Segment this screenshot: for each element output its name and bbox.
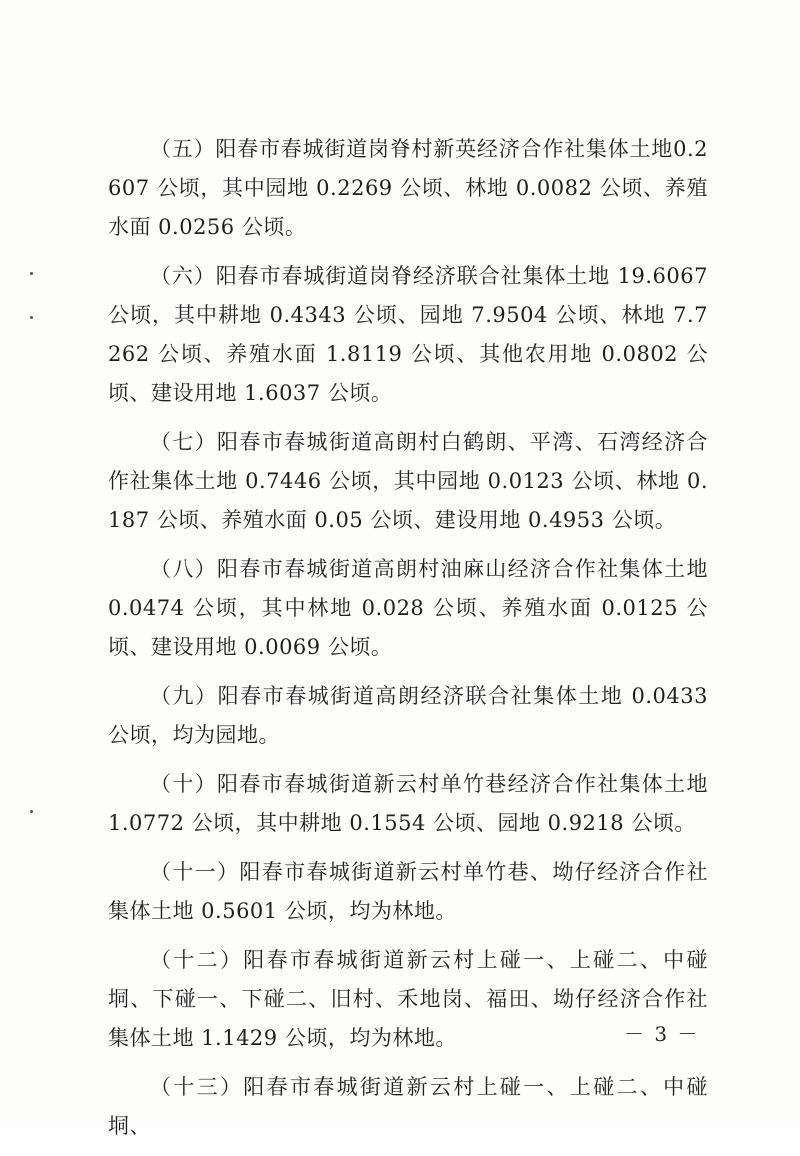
paragraph-7: （七）阳春市春城街道高朗村白鹤朗、平湾、石湾经济合作社集体土地 0.7446 公顷，其中园地 0.0123 公顷、林地 0.187 公顷、养殖水面 0.05 公顷、建设用地 0.4953 公顷。 <box>108 430 708 532</box>
page-number: － 3 － <box>624 1022 700 1046</box>
paragraph-5: （五）阳春市春城街道岗脊村新英经济合作社集体土地0.2607 公顷，其中园地 0.2269 公顷、林地 0.0082 公顷、养殖水面 0.0256 公顷。 <box>108 137 708 239</box>
paragraph-11: （十一）阳春市春城街道新云村单竹巷、坳仔经济合作社集体土地 0.5601 公顷，均为林地。 <box>108 860 708 923</box>
document-body <box>108 130 708 1156</box>
paragraph-8: （八）阳春市春城街道高朗村油麻山经济合作社集体土地0.0474 公顷，其中林地 0.028 公顷、养殖水面 0.0125 公顷、建设用地 0.0069 公顷。 <box>108 557 708 659</box>
paragraph-10: （十）阳春市春城街道新云村单竹巷经济合作社集体土地1.0772 公顷，其中耕地 0.1554 公顷、园地 0.9218 公顷。 <box>108 772 708 835</box>
paragraph-13: （十三）阳春市春城街道新云村上碰一、上碰二、中碰垌、 <box>108 1075 708 1138</box>
margin-mark <box>30 316 33 319</box>
paragraph-12: （十二）阳春市春城街道新云村上碰一、上碰二、中碰垌、下碰一、下碰二、旧村、禾地岗、福田、坳仔经济合作社集体土地 1.1429 公顷，均为林地。 <box>108 948 708 1050</box>
margin-mark <box>30 810 33 813</box>
paragraph-6: （六）阳春市春城街道岗脊经济联合社集体土地 19.6067 公顷，其中耕地 0.4343 公顷、园地 7.9504 公顷、林地 7.7262 公顷、养殖水面 1.8119 公顷、其他农用地 0.0802 公顷、建设用地 1.6037 公顷。 <box>108 264 708 405</box>
paragraph-9: （九）阳春市春城街道高朗经济联合社集体土地 0.0433 公顷，均为园地。 <box>108 684 708 747</box>
margin-mark <box>30 272 33 275</box>
